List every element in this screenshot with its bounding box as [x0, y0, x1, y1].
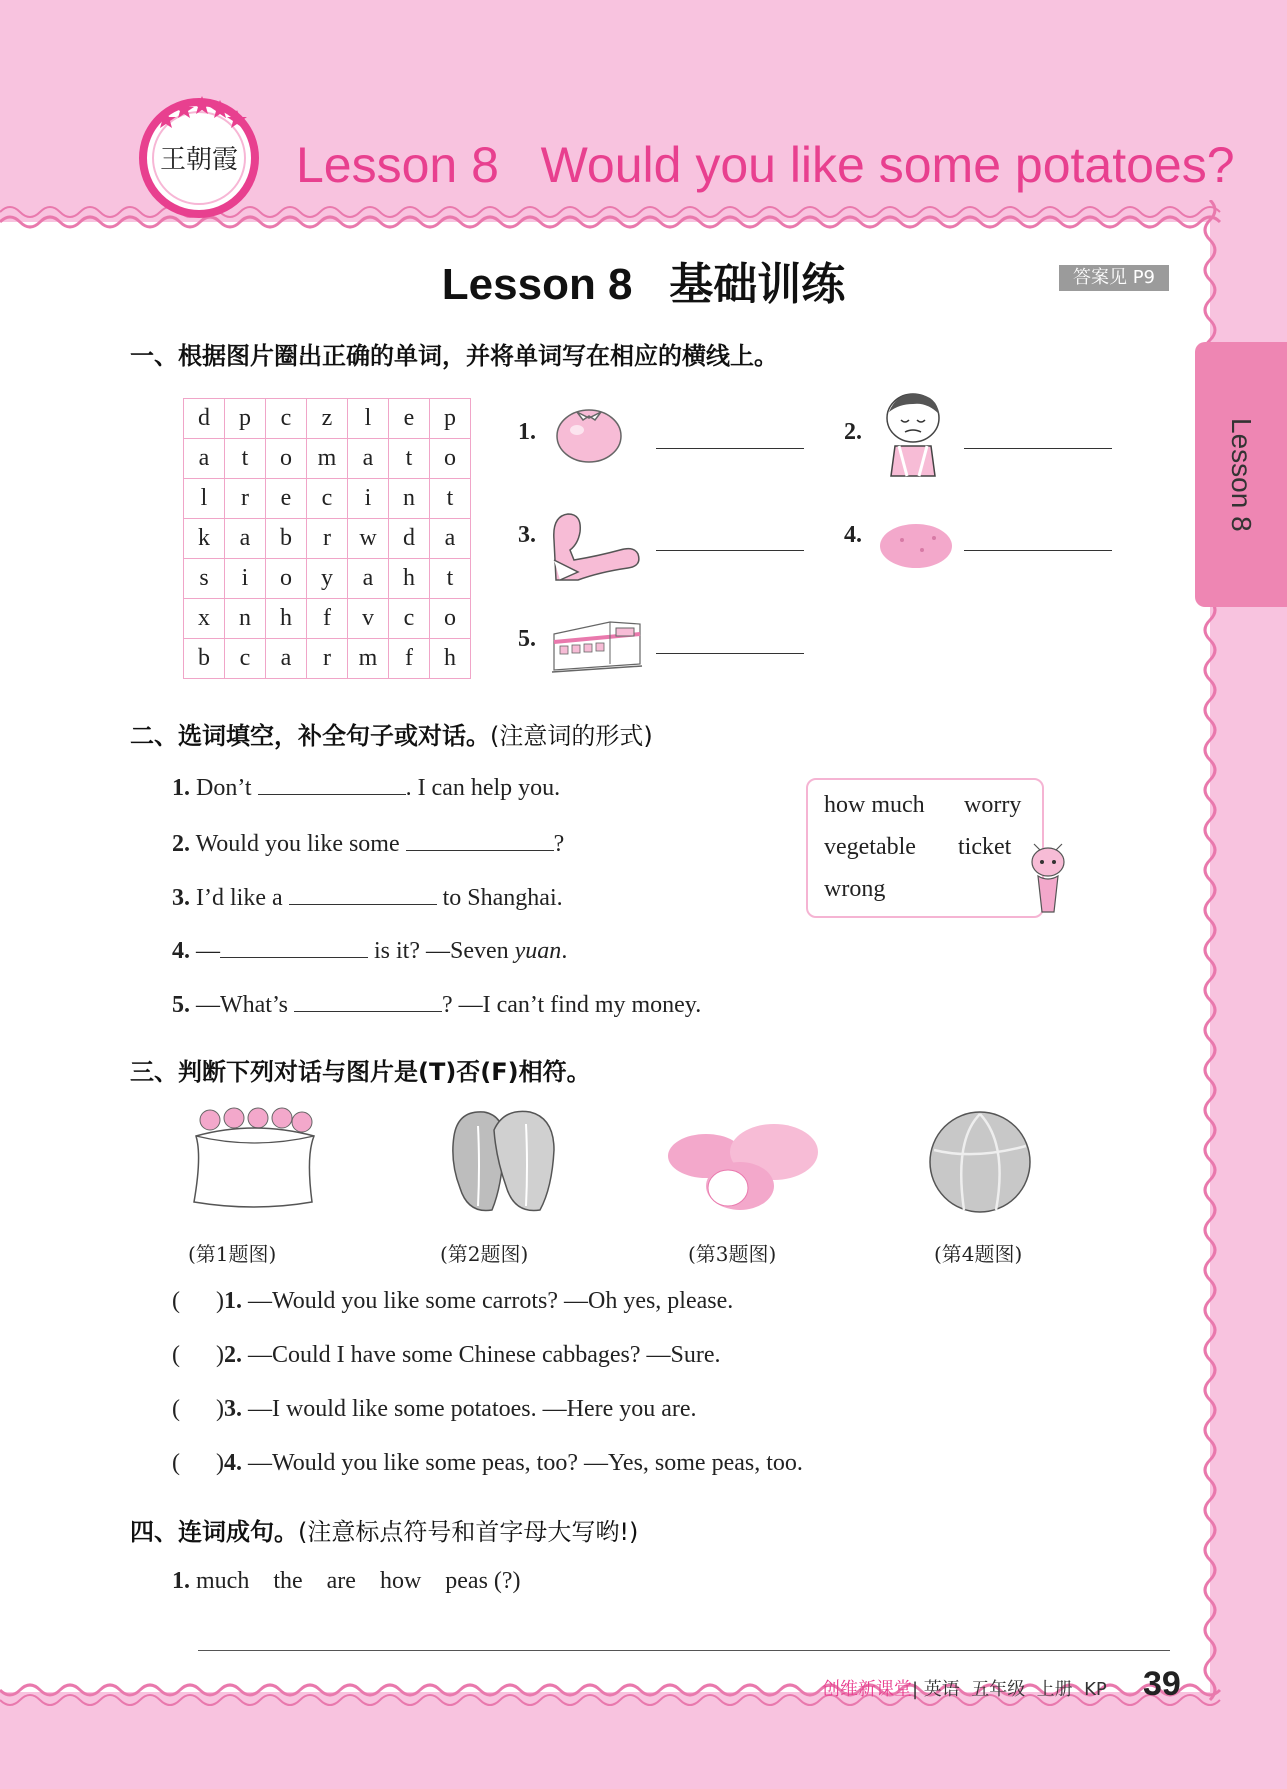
grid-letter-cell[interactable]: t: [389, 439, 430, 479]
grid-letter-cell[interactable]: d: [389, 519, 430, 559]
item-number-1: 1.: [518, 419, 536, 445]
footer-info: [822, 1675, 1107, 1701]
fill-blank[interactable]: [289, 882, 437, 905]
grid-letter-cell[interactable]: n: [389, 479, 430, 519]
answer-reference-badge: 答案见 P9: [1059, 265, 1169, 291]
grid-row: [184, 439, 471, 479]
grid-letter-cell[interactable]: w: [348, 519, 389, 559]
answer-paren[interactable]: ( ): [172, 1342, 224, 1368]
answer-line-1[interactable]: [656, 448, 804, 449]
grid-letter-cell[interactable]: i: [348, 479, 389, 519]
grid-letter-cell[interactable]: p: [225, 399, 266, 439]
brand-logo: [136, 92, 262, 218]
picture-caption-2: (第2题图): [440, 1242, 529, 1266]
question-number: 3.: [223, 1396, 242, 1422]
page-title: Lesson 8 基础训练: [441, 260, 846, 309]
fill-blank[interactable]: [258, 772, 406, 795]
grid-letter-cell[interactable]: l: [348, 399, 389, 439]
crying-boy-icon: [877, 388, 949, 478]
judge-question-2: [172, 1342, 721, 1369]
train-icon: [550, 614, 644, 676]
order-question-1: [172, 1568, 521, 1595]
question-text-after: ? —I can’t find my money.: [441, 992, 702, 1018]
question-text-after: ?: [553, 831, 565, 857]
answer-paren[interactable]: ( ): [172, 1288, 224, 1314]
grid-letter-cell[interactable]: r: [307, 519, 348, 559]
side-tab-label: Lesson 8: [1226, 417, 1257, 532]
grid-row: [184, 559, 471, 599]
word-bank-item: ticket: [958, 834, 1012, 860]
question-text: —Would you like some carrots? —Oh yes, please.: [247, 1288, 734, 1314]
question-number: 5.: [172, 992, 190, 1018]
question-text-italic: yuan: [514, 938, 562, 964]
grid-letter-cell[interactable]: a: [184, 439, 225, 479]
grid-letter-cell[interactable]: a: [266, 639, 307, 679]
cartoon-mascot-icon: [1024, 842, 1072, 920]
grid-letter-cell[interactable]: a: [348, 559, 389, 599]
question-text-after: is it? —Seven: [374, 938, 509, 964]
item-number-2: 2.: [844, 419, 862, 445]
grid-letter-cell[interactable]: p: [430, 399, 471, 439]
section2-title-note: (注意词的形式): [490, 722, 653, 750]
answer-line-5[interactable]: [656, 653, 804, 654]
question-text: —I would like some potatoes. —Here you are.: [247, 1396, 697, 1422]
answer-paren[interactable]: ( ): [172, 1450, 224, 1476]
grid-letter-cell[interactable]: f: [389, 639, 430, 679]
fill-blank[interactable]: [294, 989, 442, 1012]
section3-title: 三、判断下列对话与图片是(T)否(F)相符。: [130, 1058, 591, 1086]
grid-letter-cell[interactable]: k: [184, 519, 225, 559]
grid-letter-cell[interactable]: c: [225, 639, 266, 679]
grid-letter-cell[interactable]: c: [307, 479, 348, 519]
grid-letter-cell[interactable]: b: [184, 639, 225, 679]
page-number: 39: [1143, 1665, 1181, 1703]
fill-question-1: [172, 772, 560, 802]
grid-letter-cell[interactable]: m: [348, 639, 389, 679]
footer-divider: [198, 1650, 1170, 1651]
grid-letter-cell[interactable]: c: [389, 599, 430, 639]
grid-letter-cell[interactable]: e: [266, 479, 307, 519]
grid-letter-cell[interactable]: v: [348, 599, 389, 639]
grid-letter-cell[interactable]: a: [348, 439, 389, 479]
grid-letter-cell[interactable]: d: [184, 399, 225, 439]
arm-icon: [548, 510, 642, 582]
grid-row: [184, 599, 471, 639]
fill-question-4: [172, 935, 567, 965]
question-text-after: . I can help you.: [405, 775, 561, 801]
judge-question-4: [172, 1450, 803, 1477]
grid-letter-cell[interactable]: f: [307, 599, 348, 639]
section1-title: 一、根据图片圈出正确的单词，并将单词写在相应的横线上。: [130, 342, 778, 370]
answer-line-4[interactable]: [964, 550, 1112, 551]
grid-letter-cell[interactable]: o: [430, 439, 471, 479]
question-text: much the are how peas (?): [196, 1568, 521, 1594]
section4-title-main: 四、连词成句。: [130, 1518, 298, 1546]
grid-letter-cell[interactable]: a: [225, 519, 266, 559]
word-bank-item: wrong: [824, 876, 886, 902]
grid-letter-cell[interactable]: h: [430, 639, 471, 679]
grid-letter-cell[interactable]: i: [225, 559, 266, 599]
grid-letter-cell[interactable]: t: [225, 439, 266, 479]
answer-paren[interactable]: ( ): [172, 1396, 224, 1422]
question-number: 1.: [172, 775, 190, 801]
word-search-grid: [183, 398, 471, 679]
section4-title: [130, 1512, 638, 1547]
judge-question-3: [172, 1396, 697, 1423]
item-number-3: 3.: [518, 522, 536, 548]
section2-title-main: 二、选词填空，补全句子或对话。: [130, 722, 490, 750]
fill-blank[interactable]: [406, 828, 554, 851]
chinese-cabbage-icon: [444, 1106, 564, 1216]
question-text: Would you like some: [195, 831, 400, 857]
grid-letter-cell[interactable]: o: [430, 599, 471, 639]
judge-question-1: [172, 1288, 733, 1315]
fill-question-3: [172, 882, 563, 912]
question-text-after: to Shanghai.: [442, 885, 563, 911]
question-number: 2.: [172, 831, 190, 857]
grid-letter-cell[interactable]: e: [389, 399, 430, 439]
grid-letter-cell[interactable]: o: [266, 439, 307, 479]
question-text: —What’s: [196, 992, 288, 1018]
grid-letter-cell[interactable]: b: [266, 519, 307, 559]
potatoes-icon: [666, 1122, 820, 1212]
item-number-5: 5.: [518, 626, 536, 652]
potato-icon: [878, 522, 954, 570]
word-bank-item: worry: [964, 792, 1022, 818]
answer-line-3[interactable]: [656, 550, 804, 551]
grid-letter-cell[interactable]: r: [225, 479, 266, 519]
grid-letter-cell[interactable]: m: [307, 439, 348, 479]
grid-row: [184, 639, 471, 679]
question-number: 3.: [172, 885, 190, 911]
word-bank-item: vegetable: [824, 834, 916, 860]
carrot-bag-icon: [188, 1106, 320, 1212]
grid-letter-cell[interactable]: h: [266, 599, 307, 639]
question-number: 1.: [172, 1568, 190, 1594]
picture-caption-4: (第4题图): [934, 1242, 1023, 1266]
grid-letter-cell[interactable]: h: [389, 559, 430, 599]
section2-title: [130, 716, 653, 751]
grid-letter-cell[interactable]: o: [266, 559, 307, 599]
logo-text: 王朝霞: [159, 145, 239, 175]
grid-letter-cell[interactable]: t: [430, 559, 471, 599]
question-text: —Could I have some Chinese cabbages? —Sure.: [247, 1342, 721, 1368]
grid-letter-cell[interactable]: n: [225, 599, 266, 639]
grid-letter-cell[interactable]: l: [184, 479, 225, 519]
question-text: —Would you like some peas, too? —Yes, some peas, too.: [247, 1450, 803, 1476]
question-number: 4.: [223, 1450, 242, 1476]
fill-question-5: [172, 989, 701, 1019]
word-bank-item: how much: [824, 792, 925, 818]
side-tab-label-wrapper: [1195, 342, 1287, 607]
footer-details: | 英语 五年级 上册 KP: [912, 1679, 1107, 1700]
question-number: 4.: [172, 938, 190, 964]
fill-question-2: [172, 828, 564, 858]
item-number-4: 4.: [844, 522, 862, 548]
picture-caption-3: (第3题图): [688, 1242, 777, 1266]
footer-brand: 创维新课堂: [822, 1679, 912, 1700]
fill-blank[interactable]: [220, 935, 368, 958]
grid-letter-cell[interactable]: t: [430, 479, 471, 519]
section4-title-note: (注意标点符号和首字母大写哟!): [298, 1518, 639, 1546]
grid-row: [184, 519, 471, 559]
question-number: 1.: [223, 1288, 242, 1314]
grid-letter-cell[interactable]: x: [184, 599, 225, 639]
question-number: 2.: [223, 1342, 242, 1368]
grid-letter-cell[interactable]: s: [184, 559, 225, 599]
grid-letter-cell[interactable]: y: [307, 559, 348, 599]
grid-row: [184, 399, 471, 439]
grid-row: [184, 479, 471, 519]
question-text: Don’t: [196, 775, 252, 801]
question-text-end: .: [561, 938, 568, 964]
grid-letter-cell[interactable]: r: [307, 639, 348, 679]
picture-caption-1: (第1题图): [188, 1242, 277, 1266]
tomato-icon: [553, 398, 625, 464]
header-title: Lesson 8 Would you like some potatoes?: [296, 137, 1235, 193]
grid-letter-cell[interactable]: a: [430, 519, 471, 559]
grid-letter-cell[interactable]: c: [266, 399, 307, 439]
cabbage-icon: [924, 1110, 1036, 1214]
question-text: I’d like a: [196, 885, 283, 911]
answer-line-2[interactable]: [964, 448, 1112, 449]
question-text: —: [196, 938, 220, 964]
grid-letter-cell[interactable]: z: [307, 399, 348, 439]
